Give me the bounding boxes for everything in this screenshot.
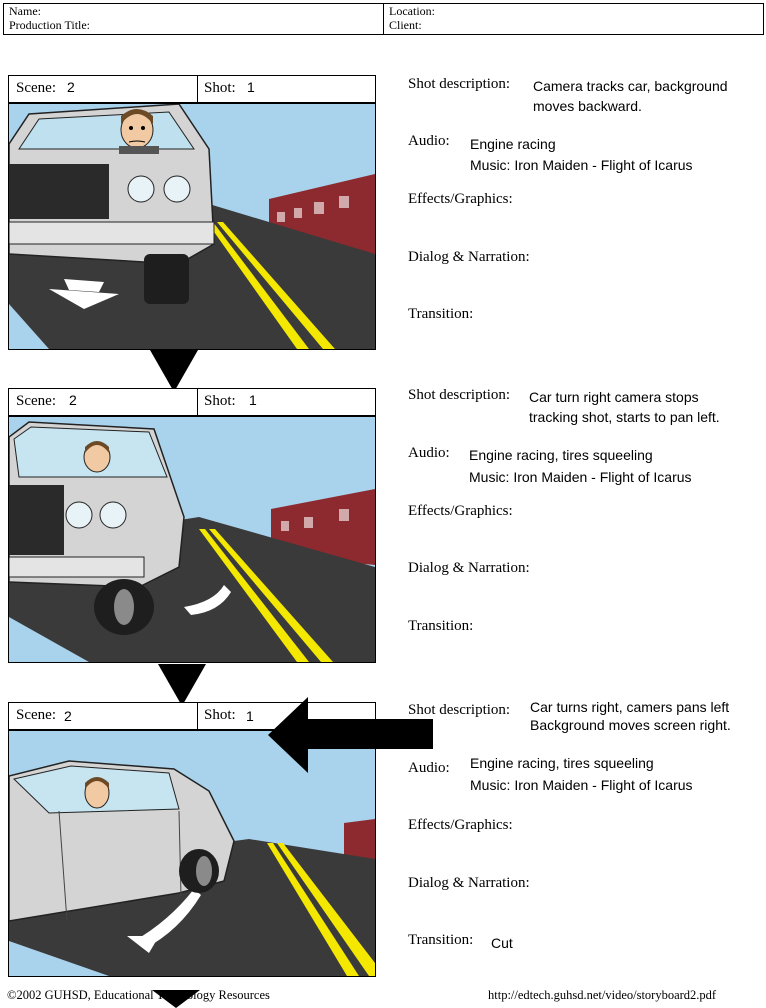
effects-graphics-label: Effects/Graphics: xyxy=(408,191,513,207)
frame-label-bar xyxy=(8,388,376,416)
down-arrow-icon xyxy=(150,350,198,392)
effects-graphics-label: Effects/Graphics: xyxy=(408,503,513,519)
shot-label: Shot: xyxy=(204,80,236,96)
shot-description-line-1: Car turns right, camers pans left xyxy=(530,699,730,715)
shot-label: Shot: xyxy=(204,393,236,409)
down-arrow-icon xyxy=(158,664,206,706)
shot-value: 1 xyxy=(246,708,254,724)
audio-line-1: Engine racing, tires squeeling xyxy=(469,447,653,463)
audio-line-2: Music: Iron Maiden - Flight of Icarus xyxy=(469,469,692,485)
shot-description-label: Shot description: xyxy=(408,76,511,92)
scene-label: Scene: xyxy=(16,80,56,96)
shot-value: 1 xyxy=(247,79,255,95)
scene-value: 2 xyxy=(67,79,75,95)
shot-description-label: Shot description: xyxy=(408,702,511,718)
audio-label: Audio: xyxy=(408,133,450,149)
production-title-label: Production Title: xyxy=(9,18,91,32)
location-label: Location: xyxy=(389,4,435,18)
footer-copyright: ©2002 GUHSD, Educational Technology Resources xyxy=(7,988,270,1002)
audio-line-2: Music: Iron Maiden - Flight of Icarus xyxy=(470,157,693,173)
car-turn-illustration xyxy=(9,417,375,662)
header-left-cell xyxy=(4,4,384,34)
frame-illustration-1 xyxy=(8,103,376,350)
audio-label: Audio: xyxy=(408,760,450,776)
name-label: Name: xyxy=(9,4,41,18)
client-label: Client: xyxy=(389,18,422,32)
footer-url: http://edtech.guhsd.net/video/storyboard2.pdf xyxy=(488,988,717,1002)
audio-line-1: Engine racing xyxy=(470,136,556,152)
scene-value: 2 xyxy=(64,708,72,724)
shot-description-line-1: Camera tracks car, background xyxy=(533,78,728,94)
transition-value: Cut xyxy=(491,935,513,951)
header-right-cell xyxy=(384,4,764,34)
frame-illustration-2 xyxy=(8,416,376,663)
shot-description-line-2: Background moves screen right. xyxy=(530,717,731,733)
car-tracking-illustration xyxy=(9,104,375,349)
scene-value: 2 xyxy=(69,392,77,408)
audio-line-2: Music: Iron Maiden - Flight of Icarus xyxy=(470,777,693,793)
scene-label: Scene: xyxy=(16,393,56,409)
shot-value: 1 xyxy=(249,392,257,408)
effects-graphics-label: Effects/Graphics: xyxy=(408,817,513,833)
audio-label: Audio: xyxy=(408,445,450,461)
shot-label: Shot: xyxy=(204,707,236,723)
dialog-narration-label: Dialog & Narration: xyxy=(408,875,530,891)
frame-label-bar xyxy=(8,75,376,103)
shot-description-line-1: Car turn right camera stops xyxy=(529,389,699,405)
header-table xyxy=(3,3,764,35)
transition-label: Transition: xyxy=(408,932,474,948)
transition-label: Transition: xyxy=(408,618,474,634)
audio-line-1: Engine racing, tires squeeling xyxy=(470,755,654,771)
scene-label: Scene: xyxy=(16,707,56,723)
shot-description-line-2: tracking shot, starts to pan left. xyxy=(529,409,720,425)
shot-description-line-2: moves backward. xyxy=(533,98,642,114)
dialog-narration-label: Dialog & Narration: xyxy=(408,249,530,265)
transition-label: Transition: xyxy=(408,306,474,322)
shot-description-label: Shot description: xyxy=(408,387,511,403)
dialog-narration-label: Dialog & Narration: xyxy=(408,560,530,576)
